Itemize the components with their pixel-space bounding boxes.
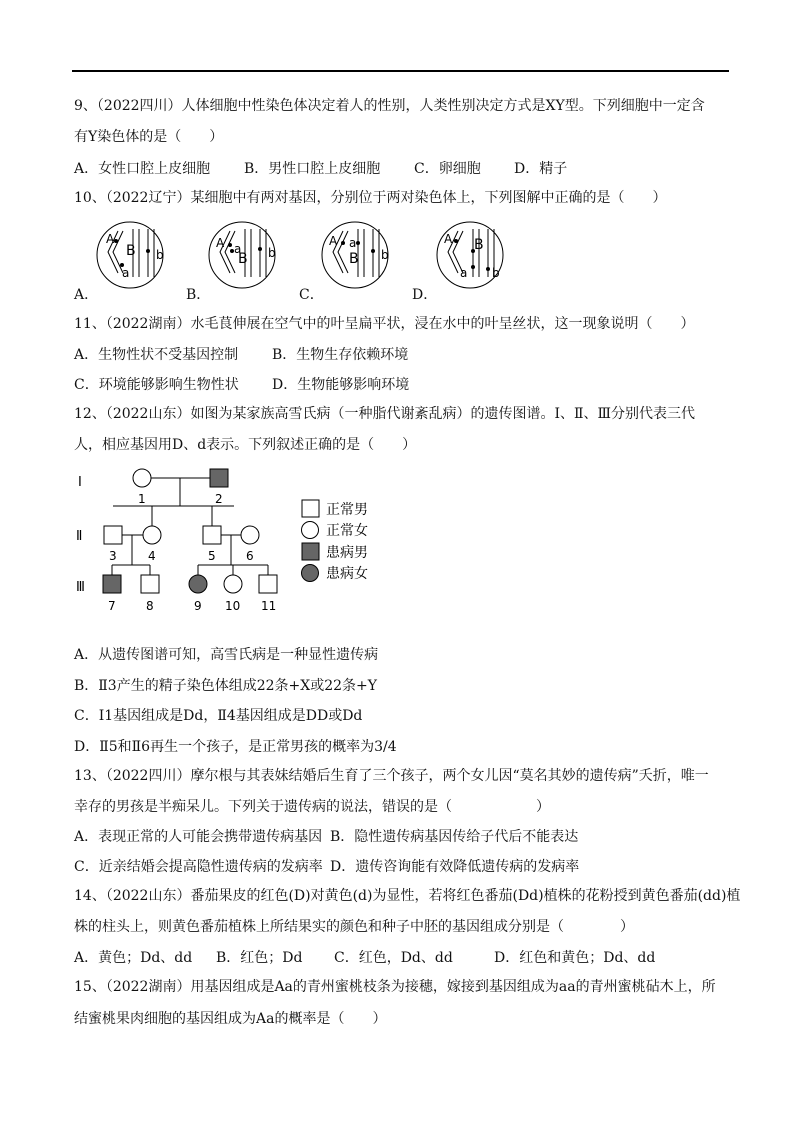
individual-5-normal-male	[203, 526, 221, 544]
cell-c-label-b: b	[381, 248, 389, 262]
q15-stem-line2: 结蜜桃果肉细胞的基因组成为Aa的概率是（ ）	[74, 1011, 387, 1027]
cell-diagram-a	[97, 222, 164, 288]
individual-1-normal-female	[133, 469, 151, 487]
legend-normal-male: 正常男	[326, 502, 368, 518]
individual-3-normal-male	[104, 526, 122, 544]
id-8: 8	[146, 599, 154, 613]
q14-option-a: A．黄色；Dd、dd	[74, 950, 193, 966]
q13-option-c: C．近亲结婚会提高隐性遗传病的发病率	[74, 859, 323, 875]
id-1: 1	[138, 492, 146, 506]
individual-9-affected-female	[189, 575, 207, 593]
cell-d-label-b: b	[492, 266, 500, 280]
q13-option-d: D．遗传咨询能有效降低遗传病的发病率	[330, 859, 580, 875]
q12-option-a: A．从遗传图谱可知，高雪氏病是一种显性遗传病	[74, 647, 379, 663]
cell-a-label-a: a	[122, 266, 130, 280]
q9-option-a: A．女性口腔上皮细胞	[74, 161, 211, 177]
q11-option-d: D．生物能够影响环境	[272, 377, 410, 393]
q14-stem-line1: 14、（2022山东）番茄果皮的红色(D)对黄色(d)为显性，若将红色番茄(Dd)植株的花粉授到黄色番茄(dd)植	[74, 888, 741, 904]
q12-option-c: C．Ⅰ1基因组成是Dd，Ⅱ4基因组成是DD或Dd	[74, 708, 363, 724]
cell-d-label-A: A	[444, 232, 453, 246]
id-5: 5	[208, 549, 216, 563]
id-7: 7	[108, 599, 116, 613]
q15-stem-line1: 15、（2022湖南）用基因组成是Aa的青州蜜桃枝条为接穗，嫁接到基因组成为aa的青州蜜桃砧木上，所	[74, 979, 716, 995]
individual-2-affected-male	[210, 469, 228, 487]
cell-c-label-a: a	[349, 236, 357, 250]
q12-option-b: B．Ⅱ3产生的精子染色体组成22条+X或22条+Y	[74, 678, 378, 694]
q14-option-c: C．红色，Dd、dd	[334, 950, 453, 966]
q13-option-a: A．表现正常的人可能会携带遗传病基因	[74, 829, 323, 845]
q10-option-b: B．	[186, 287, 211, 303]
q12-option-d: D．Ⅱ5和Ⅱ6再生一个孩子，是正常男孩的概率为3/4	[74, 739, 397, 755]
q9-option-d: D．精子	[514, 161, 568, 177]
cell-a-label-A: A	[106, 232, 115, 246]
q11-option-b: B．生物生存依赖环境	[272, 347, 409, 363]
q12-stem-line1: 12、（2022山东）如图为某家族高雪氏病（一种脂代谢紊乱病）的遗传图谱。Ⅰ、Ⅱ、Ⅲ分别代表三代	[74, 406, 695, 422]
cell-b-label-b: b	[268, 246, 276, 260]
q13-stem-line2: 幸存的男孩是半痴呆儿。下列关于遗传病的说法，错误的是（ ）	[74, 799, 550, 815]
cell-b-label-B: B	[238, 251, 248, 267]
gen-label-1: Ⅰ	[78, 475, 82, 490]
individual-7-affected-male	[103, 575, 121, 593]
gen-label-3: Ⅲ	[76, 580, 85, 595]
cell-b-label-a: a	[234, 242, 242, 256]
q14-option-b: B．红色；Dd	[216, 950, 303, 966]
q10-option-d: D．	[412, 287, 438, 303]
legend-normal-male-symbol	[302, 500, 319, 517]
individual-6-normal-female	[241, 526, 259, 544]
cell-diagram-d	[437, 222, 503, 288]
legend-normal-female: 正常女	[326, 523, 368, 539]
q14-stem-line2: 株的柱头上，则黄色番茄植株上所结果实的颜色和种子中胚的基因组成分别是（ ）	[74, 919, 634, 935]
q11-stem: 11、（2022湖南）水毛茛伸展在空气中的叶呈扁平状，浸在水中的叶呈丝状，这一现象说明（ ）	[74, 316, 695, 332]
q14-option-d: D．红色和黄色；Dd、dd	[494, 950, 656, 966]
q9-option-c: C．卵细胞	[414, 161, 481, 177]
cell-a-label-B: B	[126, 243, 136, 259]
legend-affected-female-symbol	[302, 565, 319, 582]
individual-4-normal-female	[143, 526, 161, 544]
q10-option-a: A．	[74, 287, 99, 303]
cell-c-label-A: A	[329, 234, 338, 248]
q10-stem: 10、（2022辽宁）某细胞中有两对基因，分别位于两对染色体上，下列图解中正确的是（ ）	[74, 190, 667, 206]
q10-cell-diagrams	[70, 215, 510, 305]
q9-stem-line1: 9、（2022四川）人体细胞中性染色体决定着人的性别，人类性别决定方式是XY型。下列细胞中一定含	[74, 98, 705, 114]
cell-d-label-B: B	[474, 237, 484, 253]
q9-option-b: B．男性口腔上皮细胞	[244, 161, 381, 177]
cell-diagram-b	[209, 222, 276, 288]
cell-a-label-b: b	[156, 248, 164, 262]
id-3: 3	[109, 549, 117, 563]
cell-d-label-a: a	[460, 266, 468, 280]
cell-diagram-c	[322, 222, 389, 288]
q13-stem-line1: 13、（2022四川）摩尔根与其表妹结婚后生育了三个孩子，两个女儿因“莫名其妙的遗传病”夭折，唯一	[74, 768, 709, 784]
individual-11-normal-male	[259, 575, 277, 593]
pedigree-chart	[72, 460, 392, 620]
id-4: 4	[148, 549, 156, 563]
legend-affected-male: 患病男	[326, 545, 368, 561]
q13-option-b: B．隐性遗传病基因传给子代后不能表达	[330, 829, 579, 845]
id-6: 6	[246, 549, 254, 563]
legend-normal-female-symbol	[302, 522, 319, 539]
id-9: 9	[194, 599, 202, 613]
q11-option-c: C．环境能够影响生物性状	[74, 377, 239, 393]
q9-stem-line2: 有Y染色体的是（ ）	[74, 129, 224, 145]
q11-option-a: A．生物性状不受基因控制	[74, 347, 239, 363]
legend-affected-male-symbol	[302, 543, 319, 560]
header-rule	[72, 70, 729, 72]
q10-option-c: C．	[299, 287, 324, 303]
cell-c-label-B: B	[349, 251, 359, 267]
legend-affected-female: 患病女	[326, 566, 368, 582]
cell-b-label-A: A	[216, 236, 225, 250]
individual-8-normal-male	[141, 575, 159, 593]
id-11: 11	[261, 599, 277, 613]
id-10: 10	[225, 599, 241, 613]
id-2: 2	[215, 492, 223, 506]
individual-10-normal-female	[224, 575, 242, 593]
gen-label-2: Ⅱ	[76, 529, 83, 544]
q12-stem-line2: 人，相应基因用D、d表示。下列叙述正确的是（ ）	[74, 437, 417, 453]
